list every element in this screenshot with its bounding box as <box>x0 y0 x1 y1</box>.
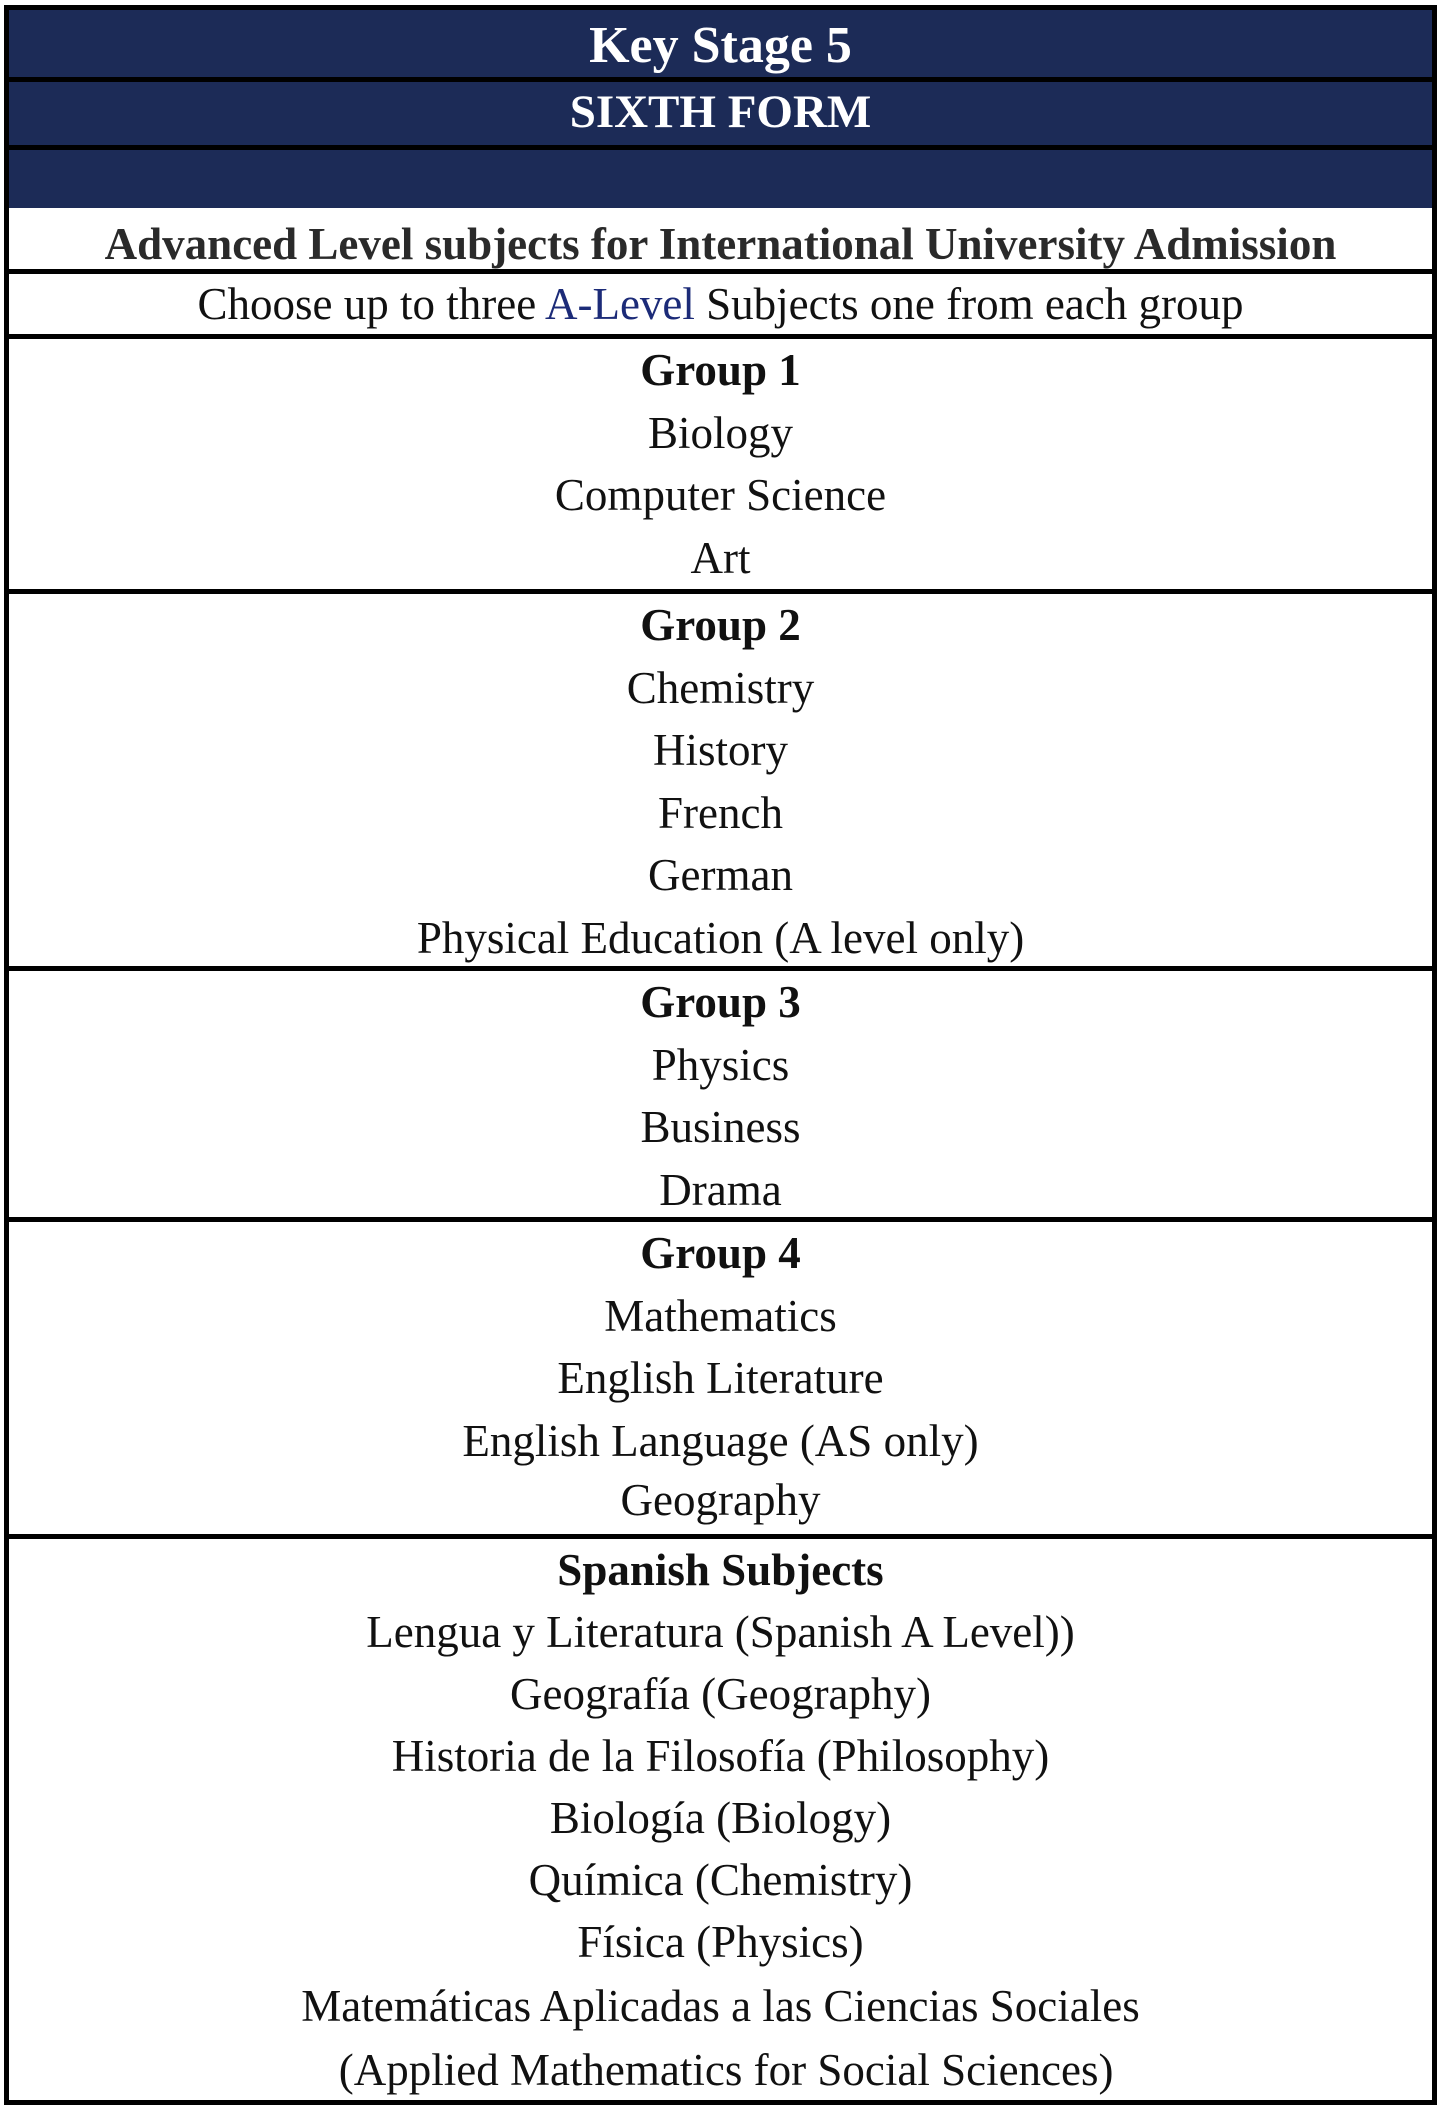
subject-item: Química (Chemistry) <box>528 1855 913 1905</box>
instruction-prefix: Choose up to three <box>197 279 545 329</box>
subject-item: Matemáticas Aplicadas a las Ciencias Sociales <box>301 1981 1140 2031</box>
instruction-row <box>4 269 1437 339</box>
blank-header-row <box>4 145 1437 213</box>
subject-item: Mathematics <box>604 1290 837 1341</box>
page-title: Key Stage 5 <box>4 5 1437 82</box>
instruction-accent: A-Level <box>544 279 695 329</box>
subject-item: Chemistry <box>626 662 815 713</box>
subject-item: Drama <box>659 1164 782 1215</box>
group-2-block <box>4 594 1437 971</box>
sixth-form-table <box>4 5 1437 2105</box>
subject-item: Física (Physics) <box>577 1917 864 1967</box>
group-heading: Group 1 <box>640 345 801 395</box>
subject-item: English Literature <box>557 1353 884 1403</box>
subject-item: German <box>648 850 793 900</box>
subject-item: Business <box>640 1102 801 1152</box>
subject-item: Computer Science <box>554 470 887 520</box>
subject-item: (Applied Mathematics for Social Sciences) <box>327 2045 1114 2095</box>
group-heading: Group 3 <box>640 977 801 1027</box>
spanish-subjects-block <box>4 1539 1437 2105</box>
subject-item: Geography <box>620 1475 821 1525</box>
subject-item: Physics <box>651 1039 790 1090</box>
subject-item: Geografía (Geography) <box>509 1669 932 1719</box>
group-heading: Group 2 <box>640 600 801 650</box>
subject-item: English Language (AS only) <box>462 1415 979 1466</box>
group-heading: Spanish Subjects <box>557 1545 884 1595</box>
section-subtitle: SIXTH FORM <box>4 77 1437 150</box>
subject-item: History <box>653 725 788 775</box>
subject-item: Biología (Biology) <box>549 1793 892 1843</box>
subject-item: Art <box>690 532 751 583</box>
group-1-block <box>4 339 1437 594</box>
subject-item: French <box>658 787 783 838</box>
subject-item: Biology <box>647 407 794 458</box>
table-heading: Advanced Level subjects for International University Admission <box>4 208 1437 274</box>
group-3-block <box>4 971 1437 1222</box>
subject-item: Lengua y Literatura (Spanish A Level)) <box>366 1607 1075 1657</box>
subject-item: Physical Education (A level only) <box>416 912 1025 963</box>
subject-item: Historia de la Filosofía (Philosophy) <box>391 1731 1050 1781</box>
group-heading: Group 4 <box>640 1228 801 1278</box>
group-4-block <box>4 1222 1437 1539</box>
instruction-suffix: Subjects one from each group <box>694 279 1244 329</box>
